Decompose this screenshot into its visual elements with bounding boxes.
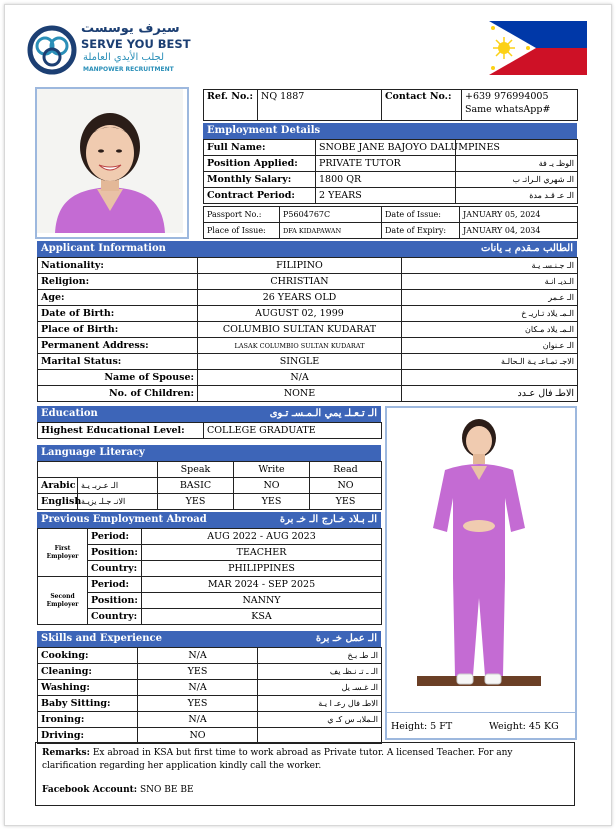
country-label: Country:	[88, 561, 142, 577]
education-label: Highest Educational Level:	[38, 423, 204, 439]
previous-row	[38, 577, 382, 593]
applicant-label: Religion:	[38, 274, 198, 290]
employment-label: Contract Period:	[204, 188, 316, 204]
reference-table	[203, 89, 578, 121]
employment-value: 2 YEARS	[316, 188, 456, 204]
skill-label: Ironing:	[38, 712, 138, 728]
logo-tagline: MANPOWER RECRUITMENT	[83, 66, 174, 73]
country-value: KSA	[142, 609, 382, 625]
employment-row	[204, 140, 578, 156]
applicant-table	[37, 257, 578, 402]
applicant-arabic-label: الـ عـمر	[402, 290, 578, 306]
position-value: TEACHER	[142, 545, 382, 561]
applicant-arabic-label: الـمـ يلاد مـكان	[402, 322, 578, 338]
applicant-portrait-photo	[35, 87, 189, 239]
contact-note: Same whatsApp#	[465, 104, 551, 115]
children-label: No. of Children:	[38, 386, 198, 402]
applicant-full-body-photo	[385, 406, 577, 740]
expiry-date-value: JANUARY 04, 2034	[460, 223, 578, 239]
logo-arabic-sub: لجلب الأيدي العاملة	[83, 52, 165, 63]
language-table	[37, 461, 382, 510]
previous-header	[37, 512, 381, 528]
ref-label: Ref. No.:	[204, 90, 258, 121]
country-label: Country:	[88, 609, 142, 625]
lang-header-write: Write	[234, 462, 310, 478]
period-value: MAR 2024 - SEP 2025	[142, 577, 382, 593]
applicant-label: Place of Birth:	[38, 322, 198, 338]
language-write: NO	[234, 478, 310, 494]
skill-value: YES	[138, 696, 258, 712]
applicant-row	[38, 258, 578, 274]
skill-label: Baby Sitting:	[38, 696, 138, 712]
skills-row	[38, 664, 382, 680]
previous-row	[38, 609, 382, 625]
employment-label: Monthly Salary:	[204, 172, 316, 188]
employer-name: Second Employer	[38, 577, 88, 625]
employment-value: 1800 QR	[316, 172, 456, 188]
full-body-icon	[387, 408, 571, 708]
language-arabic-name: الانـ جـلـ يزيـة	[78, 494, 158, 510]
applicant-title: Applicant Information	[41, 243, 166, 254]
skills-row	[38, 712, 382, 728]
spouse-ar	[402, 370, 578, 386]
skill-value: NO	[138, 728, 258, 744]
issue-date-label: Date of Issue:	[382, 207, 460, 223]
contact-label: Contact No.:	[382, 90, 462, 121]
employment-value: SNOBE JANE BAJOYO DALUMPINES	[316, 140, 456, 156]
applicant-value: 26 YEARS OLD	[198, 290, 402, 306]
applicant-label: Marital Status:	[38, 354, 198, 370]
education-value: COLLEGE GRADUATE	[204, 423, 382, 439]
applicant-arabic-label: الـديـ انـة	[402, 274, 578, 290]
place-of-issue-label: Place of Issue:	[204, 223, 280, 239]
previous-row	[38, 529, 382, 545]
applicant-header	[37, 241, 577, 257]
company-logo	[27, 19, 197, 79]
skill-arabic-label: الـملابـ س كـ ي	[258, 712, 382, 728]
passport-table	[203, 206, 578, 239]
applicant-row	[38, 290, 578, 306]
lang-header-read: Read	[310, 462, 382, 478]
ref-value: NQ 1887	[258, 90, 382, 121]
skill-label: Cooking:	[38, 648, 138, 664]
skill-arabic-label: الاطـ فال رعـ ا يـة	[258, 696, 382, 712]
portrait-icon	[37, 89, 183, 233]
employment-row	[204, 188, 578, 204]
employment-value: PRIVATE TUTOR	[316, 156, 456, 172]
applicant-arabic-label: الـ عـنوان	[402, 338, 578, 354]
applicant-value: FILIPINO	[198, 258, 402, 274]
facebook-value: SNO BE BE	[140, 785, 194, 795]
skill-label: Driving:	[38, 728, 138, 744]
language-name: Arabic	[38, 478, 78, 494]
applicant-row	[38, 322, 578, 338]
previous-title: Previous Employment Abroad	[41, 514, 207, 525]
applicant-row	[38, 274, 578, 290]
facebook-line	[42, 784, 568, 797]
language-speak: BASIC	[158, 478, 234, 494]
applicant-value: LASAK COLUMBIO SULTAN KUDARAT	[198, 338, 402, 354]
children-ar: الاطـ فال عـدد	[402, 386, 578, 402]
employment-label: Position Applied:	[204, 156, 316, 172]
period-label: Period:	[88, 529, 142, 545]
language-row	[38, 494, 382, 510]
language-header	[37, 445, 381, 461]
employment-arabic-label: الـ عـ قـد مدة	[456, 188, 578, 204]
spouse-label: Name of Spouse:	[38, 370, 198, 386]
previous-row	[38, 545, 382, 561]
remarks-box	[35, 742, 575, 806]
issue-date-value: JANUARY 05, 2024	[460, 207, 578, 223]
contact-cell	[462, 90, 578, 121]
skill-value: YES	[138, 664, 258, 680]
previous-table	[37, 528, 382, 625]
employment-label: Full Name:	[204, 140, 316, 156]
previous-row	[38, 561, 382, 577]
applicant-value: AUGUST 02, 1999	[198, 306, 402, 322]
skills-row	[38, 696, 382, 712]
applicant-row	[38, 306, 578, 322]
children-value: NONE	[198, 386, 402, 402]
applicant-arabic-label: الاجـ تمـاعـ يـة الـحالـة	[402, 354, 578, 370]
position-value: NANNY	[142, 593, 382, 609]
education-table	[37, 422, 382, 439]
skill-value: N/A	[138, 648, 258, 664]
remarks-text: Ex abroad in KSA but first time to work abroad as Private tutor. A licensed Teacher. For any clarification regarding her application kindly call the worker.	[42, 748, 513, 771]
applicant-label: Permanent Address:	[38, 338, 198, 354]
employment-arabic-label: الوظـ يـ فة	[456, 156, 578, 172]
skills-title: Skills and Experience	[41, 633, 162, 644]
employment-section	[203, 123, 577, 239]
philippines-flag-icon	[489, 21, 587, 75]
applicant-row	[38, 354, 578, 370]
expiry-date-label: Date of Expiry:	[382, 223, 460, 239]
lang-header-speak: Speak	[158, 462, 234, 478]
skills-row	[38, 648, 382, 664]
passport-value: P5604767C	[280, 207, 382, 223]
language-speak: YES	[158, 494, 234, 510]
language-title: Language Literacy	[41, 447, 145, 458]
applicant-arabic-label: الـمـ يلاد تـاريـ خ	[402, 306, 578, 322]
applicant-label: Age:	[38, 290, 198, 306]
contact-value: +639 976994005	[465, 91, 549, 102]
logo-arabic-top: سيرف يوسست	[81, 21, 180, 36]
employment-row	[204, 172, 578, 188]
language-arabic-name: الـ عـربـ يـة	[78, 478, 158, 494]
employment-title: Employment Details	[207, 125, 321, 136]
spouse-value: N/A	[198, 370, 402, 386]
place-of-issue-value: DFA KIDAPAWAN	[280, 223, 382, 239]
remarks-line	[42, 747, 568, 773]
height-value: Height: 5 FT	[391, 720, 453, 732]
applicant-value: SINGLE	[198, 354, 402, 370]
employment-row	[204, 156, 578, 172]
applicant-value: COLUMBIO SULTAN KUDARAT	[198, 322, 402, 338]
skills-header	[37, 631, 381, 647]
previous-row	[38, 593, 382, 609]
employment-arabic-label: الـ شهري الـراتـ ب	[456, 172, 578, 188]
applicant-label: Date of Birth:	[38, 306, 198, 322]
skill-arabic-label: الـ ـ تـ نـظـ يف	[258, 664, 382, 680]
education-header	[37, 406, 381, 422]
applicant-section	[37, 241, 577, 402]
language-write: YES	[234, 494, 310, 510]
facebook-label: Facebook Account:	[42, 785, 138, 795]
left-column	[37, 406, 381, 744]
skills-table	[37, 647, 382, 744]
skill-value: N/A	[138, 680, 258, 696]
language-row	[38, 478, 382, 494]
language-read: YES	[310, 494, 382, 510]
education-title: Education	[41, 408, 98, 419]
skill-arabic-label: الـ غـسـ يل	[258, 680, 382, 696]
logo-emblem-icon	[27, 25, 77, 75]
applicant-title-ar: الطالب مـقدم بـ يانات	[481, 243, 573, 254]
skill-arabic-label: الـ طـ بـخ	[258, 648, 382, 664]
position-label: Position:	[88, 593, 142, 609]
employment-table	[203, 139, 578, 204]
skill-label: Cleaning:	[38, 664, 138, 680]
logo-name: SERVE YOU BEST	[81, 37, 191, 51]
weight-value: Weight: 45 KG	[489, 720, 559, 732]
skills-title-ar: الـ عمل خـ برة	[315, 633, 377, 644]
employment-header	[203, 123, 577, 139]
applicant-value: CHRISTIAN	[198, 274, 402, 290]
language-read: NO	[310, 478, 382, 494]
skills-row	[38, 680, 382, 696]
passport-label: Passport No.:	[204, 207, 280, 223]
skill-value: N/A	[138, 712, 258, 728]
applicant-row	[38, 338, 578, 354]
position-label: Position:	[88, 545, 142, 561]
skill-label: Washing:	[38, 680, 138, 696]
country-value: PHILIPPINES	[142, 561, 382, 577]
applicant-label: Nationality:	[38, 258, 198, 274]
remarks-label: Remarks:	[42, 748, 90, 758]
language-name: English	[38, 494, 78, 510]
period-value: AUG 2022 - AUG 2023	[142, 529, 382, 545]
previous-title-ar: الـ بـلاد خـارج الـ خـ برة	[279, 514, 377, 525]
cv-page	[4, 4, 612, 826]
employer-name: First Employer	[38, 529, 88, 577]
education-title-ar: الـ تـعـلـ يمي الـمـسـ تـوى	[269, 408, 377, 419]
period-label: Period:	[88, 577, 142, 593]
applicant-arabic-label: الـ جـنـسـ يـة	[402, 258, 578, 274]
